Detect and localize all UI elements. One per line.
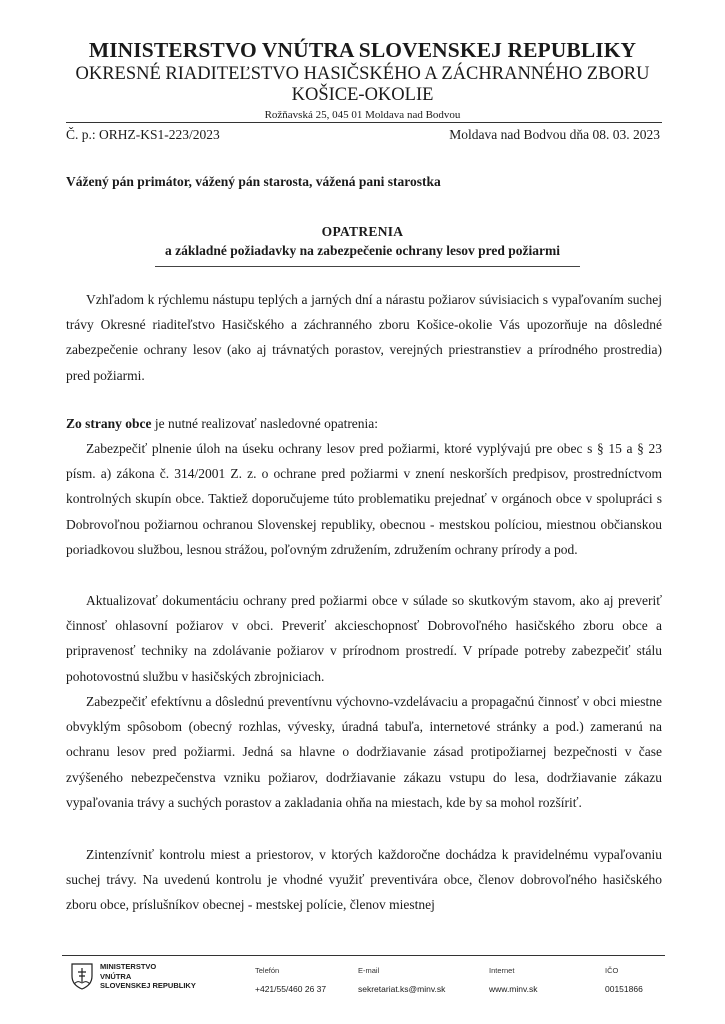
obec-heading-rest: je nutné realizovať nasledovné opatrenia: — [151, 416, 379, 431]
obec-bold-label: Zo strany obce — [66, 416, 152, 431]
intro-paragraph — [66, 287, 662, 388]
obec-heading-line — [66, 411, 662, 436]
measure-1-text: Zabezpečiť plnenie úloh na úseku ochrany lesov pred požiarmi, ktoré vyplývajú pre obec s § 15 a § 23 písm. a) zákona č. 314/2001 Z. z. o ochrane pred požiarmi v znení neskorších predpisov, prostredníctvom kontrolných skupín obce. Taktiež doporučujeme túto problematiku prejednať v orgánoch obce v spolupráci s Dobrovoľnou požiarnou ochranou Slovenskej republiky, obecnou - mestskou políciou, miestnou občianskou poriadkovou službou, lesnou strážou, poľovným združením, združením ochrany prírody a pod. — [66, 441, 662, 557]
footer-phone-value: +421/55/460 26 37 — [255, 984, 327, 994]
footer-org-line1: MINISTERSTVO — [100, 962, 157, 971]
footer-ico-label: IČO — [605, 966, 619, 975]
office-heading-line2: KOŠICE-OKOLIE — [291, 85, 434, 105]
header-divider — [66, 122, 662, 123]
measure-paragraph-2 — [66, 588, 662, 689]
measure-paragraph-1 — [66, 436, 662, 562]
footer-ico-value: 00151866 — [605, 984, 643, 994]
footer-phone — [255, 962, 326, 998]
footer-organization — [100, 962, 196, 991]
footer-web — [489, 962, 538, 998]
coat-of-arms-icon — [70, 962, 94, 990]
place-and-date: Moldava nad Bodvou dňa 08. 03. 2023 — [449, 127, 660, 142]
office-address: Rožňavská 25, 045 01 Moldava nad Bodvou — [264, 109, 461, 121]
document-title: OPATRENIA — [321, 224, 404, 239]
measure-2-text: Aktualizovať dokumentáciu ochrany pred požiarmi obce v súlade so skutkovým stavom, ako aj preveriť činnosť ohlasovní požiarov v obci. Preveriť akcieschopnosť Dobrovoľného hasičského zboru obce a pripravenosť techniky na zdolávanie požiarov v prírodnom prostredí. V prípade potreby zabezpečiť stálu pohotovostnú službu v hasičských zbrojniciach. — [66, 593, 662, 684]
office-heading-line1: OKRESNÉ RIADITEĽSTVO HASIČSKÉHO A ZÁCHRANNÉHO ZBORU — [75, 64, 650, 84]
measure-paragraph-4 — [66, 842, 662, 918]
footer-org-line2: VNÚTRA — [100, 971, 132, 981]
footer-web-value: www.minv.sk — [489, 984, 538, 994]
intro-text: Vzhľadom k rýchlemu nástupu teplých a jarných dní a nárastu požiarov súvisiacich s vypaľovaním suchej trávy Okresné riaditeľstvo Hasičského a záchranného zboru Košice-okolie Vás upozorňuje na dôsledné zabezpečenie ochrany lesov (ako aj trávnatých porastov, verejných priestranstiev a prírodného prostredia) pred požiarmi. — [66, 292, 662, 383]
footer-email — [358, 962, 445, 998]
footer-org-line3: SLOVENSKEJ REPUBLIKY — [100, 981, 196, 990]
measure-3-text: Zabezpečiť efektívnu a dôslednú preventívnu výchovno-vzdelávaciu a propagačnú činnosť v obci miestne obvyklým spôsobom (obecný rozhlas, vývesky, úradná tabuľa, internetové stránky a pod.) zameranú na ochranu lesov pred požiarmi. Jedná sa hlavne o dodržiavanie zásad protipožiarnej bezpečnosti v čase zvýšeného nebezpečenstva vzniku požiarov, dodržiavanie zákazu vstupu do lesa, dodržiavanie zákazu vypaľovania trávy a suchých porastov a zakladania ohňa na miestach, kde by sa mohol rozšíriť. — [66, 694, 662, 810]
salutation: Vážený pán primátor, vážený pán starosta, vážená pani starostka — [66, 174, 441, 189]
footer-email-label: E-mail — [358, 966, 380, 975]
measure-4-text: Zintenzívniť kontrolu miest a priestorov, v ktorých každoročne dochádza k pravidelnému vypaľovaniu suchej trávy. Na uvedenú kontrolu je vhodné využiť preventivára obce, členov dobrovoľného hasičského zboru obce, príslušníkov obecnej - mestskej polície, členov miestnej — [66, 847, 662, 913]
footer-web-label: Internet — [489, 966, 515, 975]
reference-number: Č. p.: ORHZ-KS1-223/2023 — [66, 127, 220, 142]
footer-ico — [605, 962, 643, 998]
footer-divider — [62, 955, 665, 956]
document-subtitle: a základné požiadavky na zabezpečenie ochrany lesov pred požiarmi — [165, 243, 560, 258]
footer-email-value: sekretariat.ks@minv.sk — [358, 984, 446, 994]
obec-measures-heading — [66, 411, 662, 436]
measure-paragraph-3 — [66, 689, 662, 815]
ministry-heading: MINISTERSTVO VNÚTRA SLOVENSKEJ REPUBLIKY — [88, 38, 637, 62]
footer-phone-label: Telefón — [255, 966, 280, 975]
title-divider — [155, 266, 580, 267]
